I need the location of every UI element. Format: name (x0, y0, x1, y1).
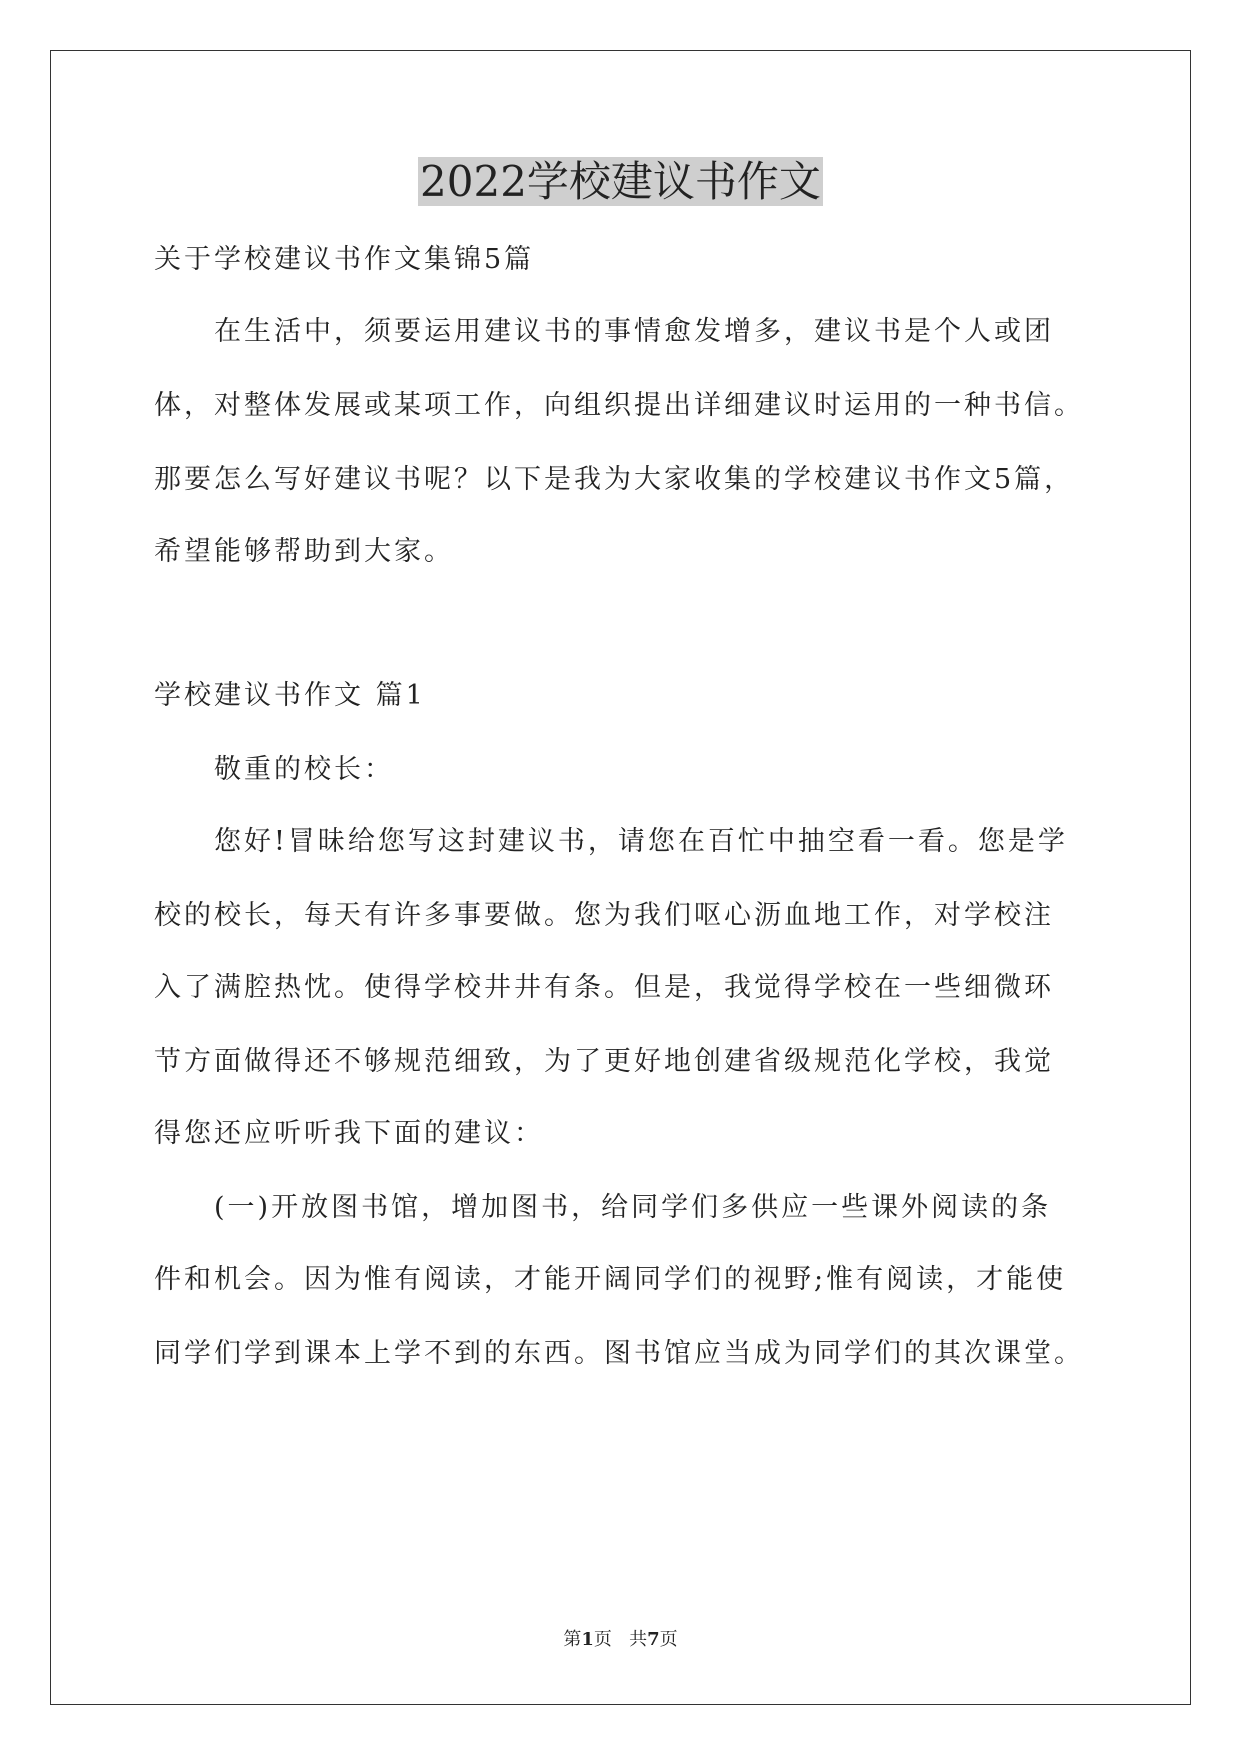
body-line: 入了满腔热忱。使得学校井井有条。但是，我觉得学校在一些细微环 (154, 972, 1054, 1003)
body-line: 节方面做得还不够规范细致，为了更好地创建省级规范化学校，我觉 (154, 1046, 1054, 1077)
body-line: 得您还应听听我下面的建议： (154, 1118, 544, 1149)
footer-suffix: 页 (659, 1629, 678, 1650)
section-heading: 学校建议书作文 篇1 (154, 680, 426, 711)
document-title: 2022学校建议书作文 (420, 157, 821, 206)
document-subtitle: 关于学校建议书作文集锦5篇 (154, 244, 535, 275)
salutation: 敬重的校长： (214, 754, 394, 785)
footer-page-number: 1 (581, 1629, 594, 1650)
footer-total-pages: 7 (647, 1629, 660, 1650)
page-footer (0, 1628, 1241, 1652)
intro-line: 在生活中，须要运用建议书的事情愈发增多，建议书是个人或团 (214, 316, 1054, 347)
point-line: (一)开放图书馆，增加图书，给同学们多供应一些课外阅读的条 (214, 1192, 1052, 1223)
body-line: 校的校长，每天有许多事要做。您为我们呕心沥血地工作，对学校注 (154, 900, 1054, 931)
intro-line: 那要怎么写好建议书呢？以下是我为大家收集的学校建议书作文5篇， (154, 464, 1075, 495)
point-line: 件和机会。因为惟有阅读，才能开阔同学们的视野;惟有阅读，才能使 (154, 1264, 1067, 1295)
intro-line: 体，对整体发展或某项工作，向组织提出详细建议时运用的一种书信。 (154, 390, 1084, 421)
body-line: 您好!冒昧给您写这封建议书，请您在百忙中抽空看一看。您是学 (214, 826, 1068, 857)
footer-mid: 页 共 (593, 1629, 648, 1650)
intro-line: 希望能够帮助到大家。 (154, 536, 454, 567)
footer-prefix: 第 (563, 1629, 582, 1650)
page-border (50, 50, 1191, 1705)
point-line: 同学们学到课本上学不到的东西。图书馆应当成为同学们的其次课堂。 (154, 1338, 1084, 1369)
